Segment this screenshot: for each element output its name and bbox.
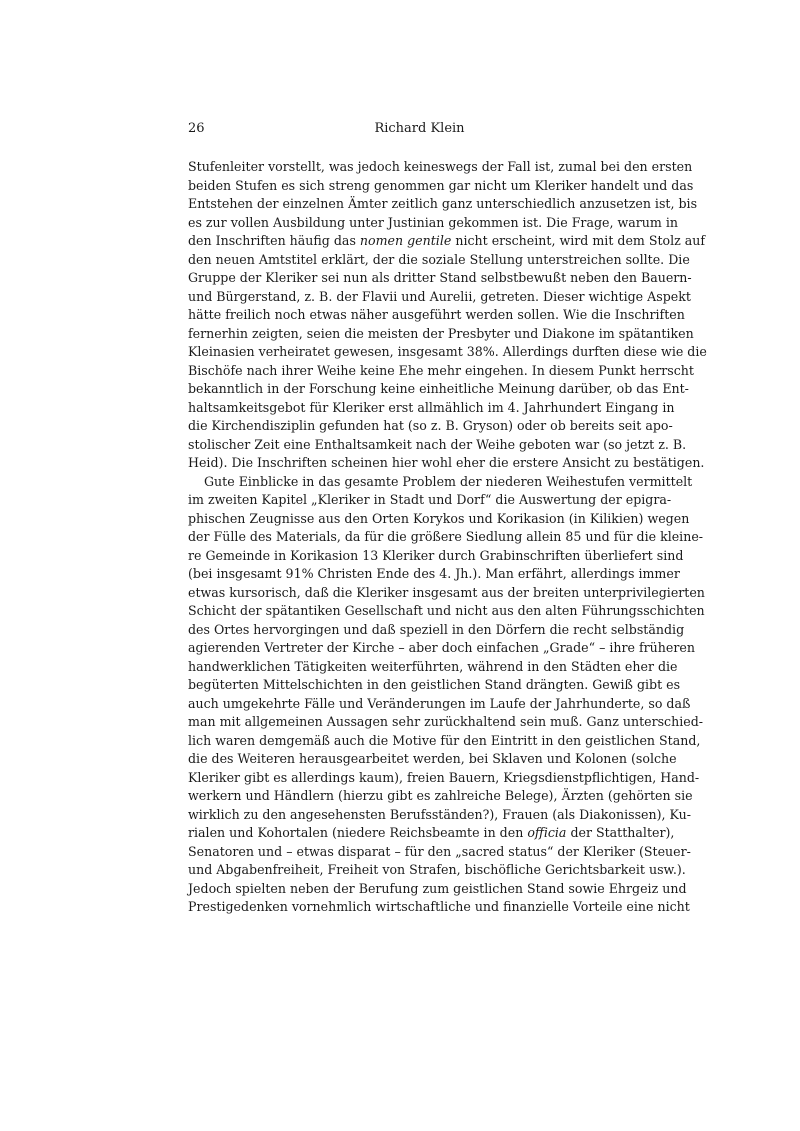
text-line: agierenden Vertreter der Kirche – aber doch einfachen „Grade“ – ihre früheren	[188, 640, 695, 655]
text-line: man mit allgemeinen Aussagen sehr zurückhaltend sein muß. Ganz unterschied-	[188, 714, 704, 729]
text-line: hätte freilich noch etwas näher ausgeführt werden sollen. Wie die Inschriften	[188, 307, 685, 322]
text-line: Heid). Die Inschriften scheinen hier wohl eher die erstere Ansicht zu bestätigen.	[188, 455, 705, 470]
text-segment: nicht erscheint, wird mit dem Stolz auf	[451, 233, 706, 248]
text-segment: rialen und Kohortalen (niedere Reichsbeamte in den	[188, 825, 528, 840]
text-line: im zweiten Kapitel „Kleriker in Stadt und Dorf“ die Auswertung der epigra-	[188, 492, 672, 507]
text-line: lich waren demgemäß auch die Motive für den Eintritt in den geistlichen Stand,	[188, 732, 701, 748]
text-line: die des Weiteren herausgearbeitet werden, bei Sklaven und Kolonen (solche	[188, 751, 677, 766]
text-line: den neuen Amtstitel erklärt, der die soziale Stellung unterstreichen sollte. Die	[188, 251, 690, 267]
text-line: etwas kursorisch, daß die Kleriker insgesamt aus der breiten unterprivilegierten	[188, 584, 705, 600]
text-line: beiden Stufen es sich streng genommen gar nicht um Kleriker handelt und das	[188, 177, 694, 193]
italic-term: officia	[527, 825, 567, 840]
text-line: auch umgekehrte Fälle und Veränderungen im Laufe der Jahrhunderte, so daß	[188, 695, 691, 711]
text-segment: der Statthalter),	[566, 825, 675, 840]
text-line: wirklich zu den angesehensten Berufsständen?), Frauen (als Diakonissen), Ku-	[188, 806, 692, 822]
text-line	[188, 824, 675, 843]
running-head: Richard Klein	[374, 121, 465, 136]
text-line: Bischöfe nach ihrer Weihe keine Ehe mehr eingehen. In diesem Punkt herrscht	[188, 362, 694, 378]
text-line: stolischer Zeit eine Enthaltsamkeit nach der Weihe geboten war (so jetzt z. B.	[188, 436, 687, 452]
text-line: phischen Zeugnisse aus den Orten Korykos und Korikasion (in Kilikien) wegen	[188, 510, 690, 526]
text-line: re Gemeinde in Korikasion 13 Kleriker durch Grabinschriften überliefert sind	[188, 547, 684, 563]
text-line: Prestigedenken vornehmlich wirtschaftliche und finanzielle Vorteile eine nicht	[188, 899, 690, 914]
text-line: Entstehen der einzelnen Ämter zeitlich ganz unterschiedlich anzusetzen ist, bis	[188, 196, 698, 211]
text-line: begüterten Mittelschichten in den geistlichen Stand drängten. Gewiß gibt es	[188, 677, 681, 692]
text-line: Gruppe der Kleriker sei nun als dritter Stand selbstbewußt neben den Bauern-	[188, 270, 692, 285]
italic-term: nomen gentile	[359, 233, 452, 248]
text-line: Kleriker gibt es allerdings kaum), freien Bauern, Kriegsdienstpflichtigen, Hand-	[188, 769, 700, 785]
text-line: und Bürgerstand, z. B. der Flavii und Aurelii, getreten. Dieser wichtige Aspekt	[188, 288, 691, 304]
text-line: es zur vollen Ausbildung unter Justinian gekommen ist. Die Frage, warum in	[188, 214, 678, 230]
page-number: 26	[188, 121, 205, 136]
text-line: haltsamkeitsgebot für Kleriker erst allmählich im 4. Jahrhundert Eingang in	[188, 399, 675, 415]
text-line: Schicht der spätantiken Gesellschaft und nicht aus den alten Führungsschichten	[188, 603, 705, 618]
text-segment: den Inschriften häufig das	[188, 233, 360, 248]
text-line: und Abgabenfreiheit, Freiheit von Strafen, bischöfliche Gerichtsbarkeit usw.).	[188, 862, 686, 877]
text-line: der Fülle des Materials, da für die größere Siedlung allein 85 und für die kleine-	[188, 529, 704, 544]
text-line	[188, 232, 706, 251]
text-line: (bei insgesamt 91% Christen Ende des 4. Jh.). Man erfährt, allerdings immer	[188, 566, 680, 581]
text-line: Stufenleiter vorstellt, was jedoch keineswegs der Fall ist, zumal bei den ersten	[188, 159, 693, 174]
text-line: die Kirchendisziplin gefunden hat (so z. B. Gryson) oder ob bereits seit apo-	[188, 418, 673, 433]
text-line: Senatoren und – etwas disparat – für den „sacred status“ der Kleriker (Steuer-	[188, 843, 691, 859]
text-line: des Ortes hervorgingen und daß speziell in den Dörfern die recht selbständig	[188, 621, 685, 637]
page-header	[188, 119, 651, 139]
text-line: Jedoch spielten neben der Berufung zum geistlichen Stand sowie Ehrgeiz und	[188, 880, 687, 896]
text-line: Kleinasien verheiratet gewesen, insgesamt 38%. Allerdings durften diese wie die	[188, 344, 707, 359]
text-line: handwerklichen Tätigkeiten weiterführten, während in den Städten eher die	[188, 658, 678, 674]
text-line: werkern und Händlern (hierzu gibt es zahlreiche Belege), Ärzten (gehörten sie	[188, 788, 693, 803]
text-line: fernerhin zeigten, seien die meisten der Presbyter und Diakone im spätantiken	[188, 325, 694, 341]
text-line: Gute Einblicke in das gesamte Problem der niederen Weihestufen vermittelt	[204, 473, 693, 489]
body-text	[188, 158, 707, 917]
text-line: bekanntlich in der Forschung keine einheitliche Meinung darüber, ob das Ent-	[188, 381, 689, 396]
